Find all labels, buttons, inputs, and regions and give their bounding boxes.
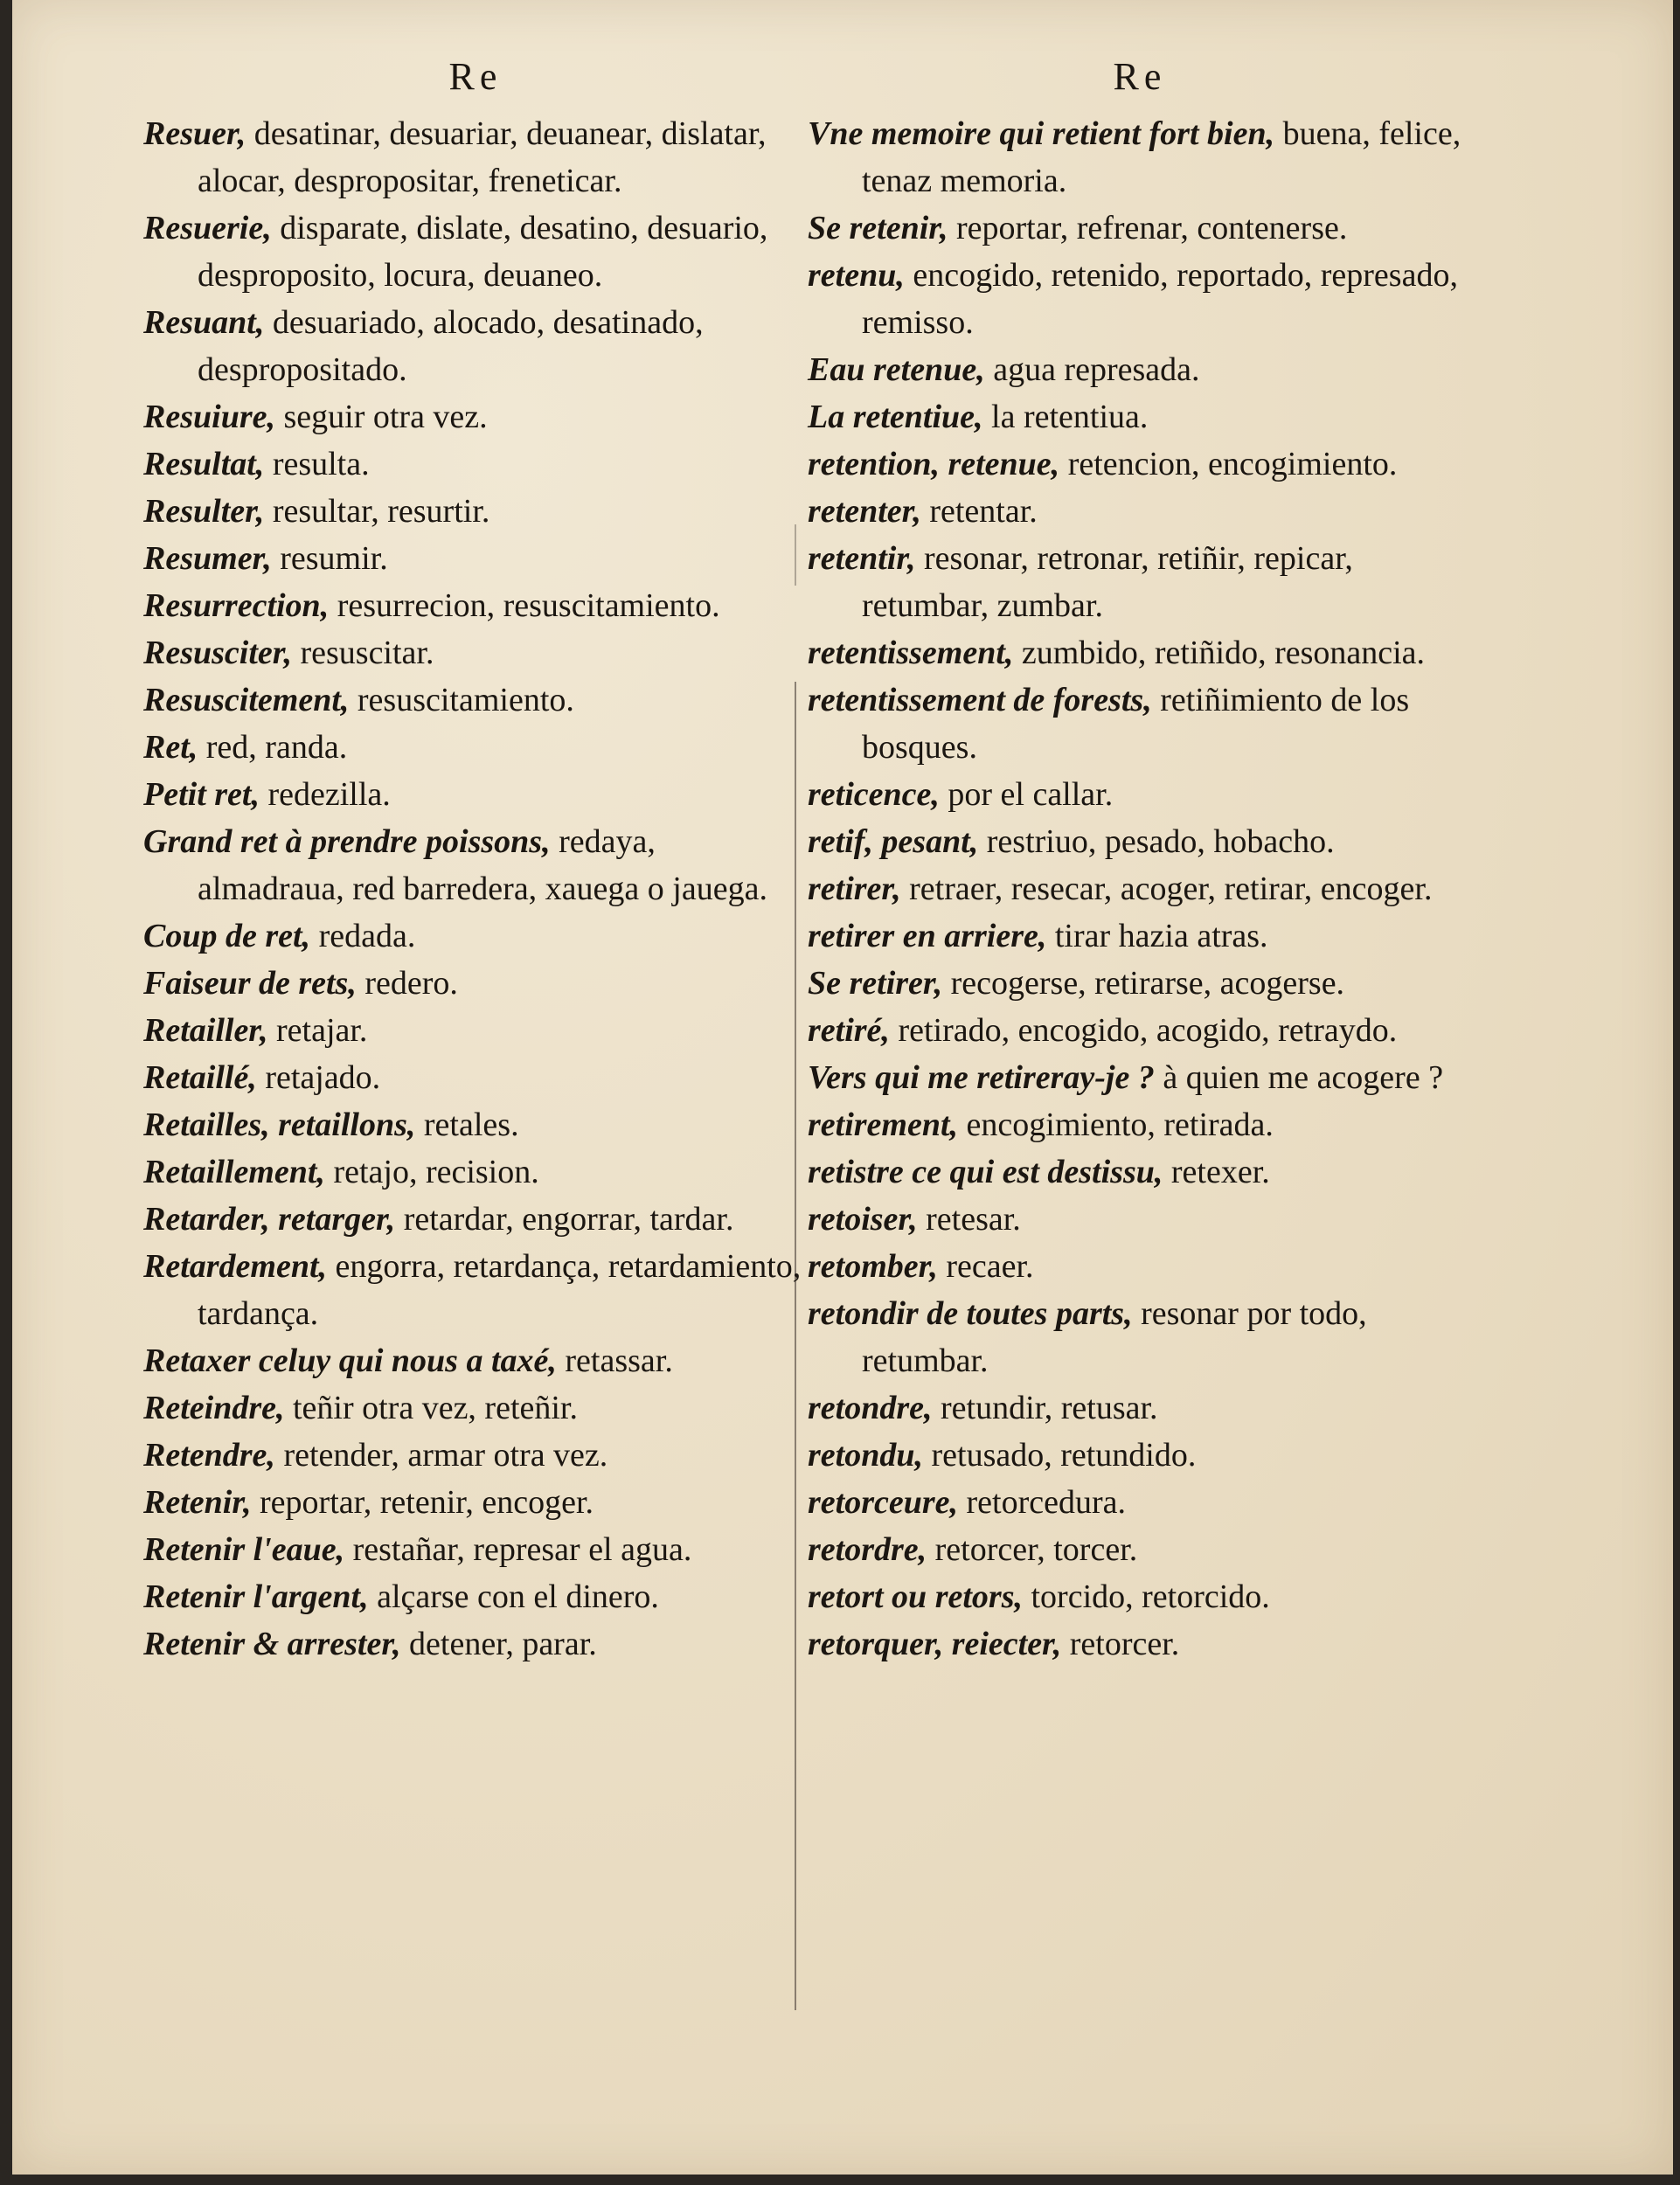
dictionary-entry	[143, 960, 808, 1007]
entry-headword: Ret,	[143, 729, 198, 766]
entry-definition: resuscitamiento.	[349, 682, 574, 718]
entry-headword: Retenir & arrester,	[143, 1626, 401, 1662]
entry-definition: alçarse con el dinero.	[368, 1578, 659, 1615]
entry-headword: Reteindre,	[143, 1390, 285, 1426]
entry-definition: redaya, almadraua, red barredera, xauega o jauega.	[198, 823, 767, 907]
entry-headword: retoiser,	[808, 1201, 918, 1238]
entry-headword: Resuant,	[143, 304, 265, 341]
entry-definition: torcido, retorcido.	[1022, 1578, 1270, 1615]
entry-definition: retorcer, torcer.	[927, 1531, 1138, 1568]
entry-headword: Resurrection,	[143, 587, 330, 624]
entry-headword: Se retenir,	[808, 210, 948, 246]
entry-headword: retif, pesant,	[808, 823, 979, 860]
entry-definition: retajado.	[256, 1059, 381, 1096]
dictionary-entry	[143, 205, 808, 299]
dictionary-entry	[143, 1573, 808, 1620]
entry-headword: Resusciter,	[143, 635, 292, 671]
entry-definition: retorcer.	[1061, 1626, 1180, 1662]
entry-definition: resultar, resurtir.	[264, 493, 490, 530]
entry-headword: retentir,	[808, 540, 916, 577]
dictionary-entry	[143, 582, 808, 629]
dictionary-entry	[143, 1007, 808, 1054]
entry-headword: Grand ret à prendre poissons,	[143, 823, 551, 860]
entry-definition: encogido, retenido, reportado, represado, remisso.	[862, 257, 1458, 341]
dictionary-entry	[143, 1101, 808, 1148]
dictionary-entry	[808, 771, 1472, 818]
entry-definition: agua represada.	[984, 351, 1200, 388]
entry-headword: Retarder, retarger,	[143, 1201, 396, 1238]
dictionary-entry	[143, 1526, 808, 1573]
entry-definition: recaer.	[937, 1248, 1034, 1285]
entry-headword: retirement,	[808, 1106, 959, 1143]
entry-headword: retondu,	[808, 1437, 923, 1474]
entry-definition: redero.	[356, 965, 458, 1002]
dictionary-entry	[143, 724, 808, 771]
dictionary-entry	[808, 818, 1472, 865]
entry-definition: resonar por todo, retumbar.	[862, 1295, 1367, 1379]
entry-headword: retistre ce qui est destissu,	[808, 1154, 1163, 1190]
right-column	[808, 54, 1472, 1668]
entry-headword: retentissement,	[808, 635, 1014, 671]
dictionary-entry	[808, 346, 1472, 393]
entry-definition: resuscitar.	[291, 635, 434, 671]
entry-headword: Resuerie,	[143, 210, 272, 246]
entry-headword: retention, retenue,	[808, 446, 1060, 482]
entry-headword: Se retirer,	[808, 965, 943, 1002]
entry-headword: Retardement,	[143, 1248, 328, 1285]
dictionary-entry	[808, 1526, 1472, 1573]
dictionary-entry	[143, 1148, 808, 1196]
entry-headword: retirer,	[808, 871, 901, 907]
entry-headword: retomber,	[808, 1248, 938, 1285]
entry-headword: La retentiue,	[808, 399, 983, 435]
entry-headword: Retenir,	[143, 1484, 252, 1521]
dictionary-entry	[808, 1620, 1472, 1668]
dictionary-entry	[143, 676, 808, 724]
entry-headword: retondir de toutes parts,	[808, 1295, 1133, 1332]
entry-definition: retencion, encogimiento.	[1059, 446, 1398, 482]
entry-definition: zumbido, retiñido, resonancia.	[1013, 635, 1426, 671]
dictionary-entry	[143, 1620, 808, 1668]
entry-headword: retondre,	[808, 1390, 933, 1426]
entry-definition: restriuo, pesado, hobacho.	[978, 823, 1335, 860]
entry-definition: retexer.	[1163, 1154, 1270, 1190]
dictionary-entry	[808, 1290, 1472, 1384]
dictionary-entry	[143, 1337, 808, 1384]
dictionary-entry	[808, 1384, 1472, 1432]
dictionary-entry	[808, 960, 1472, 1007]
dictionary-entry	[808, 535, 1472, 629]
entry-headword: Resulter,	[143, 493, 265, 530]
entry-headword: Vne memoire qui retient fort bien,	[808, 115, 1275, 152]
dictionary-entry	[808, 1479, 1472, 1526]
dictionary-entry	[143, 299, 808, 393]
entry-definition: seguir otra vez.	[274, 399, 488, 435]
dictionary-entry	[143, 1479, 808, 1526]
entry-definition: retirado, encogido, acogido, retraydo.	[889, 1012, 1398, 1049]
entry-headword: Retenir l'eaue,	[143, 1531, 345, 1568]
dictionary-entry	[808, 1432, 1472, 1479]
entry-definition: disparate, dislate, desatino, desuario, desproposito, locura, deuaneo.	[198, 210, 768, 294]
dictionary-entry	[143, 1384, 808, 1432]
dictionary-entry	[808, 488, 1472, 535]
dictionary-entry	[143, 629, 808, 676]
entry-headword: Retaillé,	[143, 1059, 257, 1096]
entry-definition: teñir otra vez, reteñir.	[284, 1390, 578, 1426]
dictionary-entry	[808, 1054, 1472, 1101]
right-entries	[808, 110, 1472, 1668]
dictionary-entry	[808, 1243, 1472, 1290]
entry-headword: retiré,	[808, 1012, 890, 1049]
entry-definition: retassar.	[556, 1342, 673, 1379]
entry-definition: reportar, refrenar, contenerse.	[948, 210, 1348, 246]
entry-definition: la retentiua.	[982, 399, 1149, 435]
entry-definition: retraer, resecar, acoger, retirar, encoger.	[900, 871, 1433, 907]
dictionary-entry	[143, 488, 808, 535]
entry-definition: desatinar, desuariar, deuanear, dislatar, alocar, despropositar, freneticar.	[198, 115, 767, 199]
entry-headword: retenu,	[808, 257, 905, 294]
entry-headword: Resuer,	[143, 115, 246, 152]
dictionary-entry	[143, 771, 808, 818]
dictionary-entry	[143, 1196, 808, 1243]
entry-headword: Faiseur de rets,	[143, 965, 357, 1002]
dictionary-entry	[808, 252, 1472, 346]
dictionary-entry	[143, 535, 808, 582]
entry-headword: retentissement de forests,	[808, 682, 1152, 718]
dictionary-entry	[808, 912, 1472, 960]
entry-headword: retenter,	[808, 493, 921, 530]
dictionary-entry	[143, 110, 808, 205]
dictionary-entry	[808, 1148, 1472, 1196]
entry-definition: redezilla.	[259, 776, 391, 813]
entry-headword: Resuiure,	[143, 399, 275, 435]
dictionary-entry	[808, 1196, 1472, 1243]
dictionary-entry	[808, 110, 1472, 205]
entry-definition: retusado, retundido.	[922, 1437, 1197, 1474]
entry-headword: Retendre,	[143, 1437, 275, 1474]
entry-definition: retentar.	[920, 493, 1038, 530]
entry-headword: retorquer, reiecter,	[808, 1626, 1062, 1662]
entry-definition: retundir, retusar.	[932, 1390, 1158, 1426]
entry-headword: Coup de ret,	[143, 918, 311, 954]
entry-definition: retender, armar otra vez.	[274, 1437, 608, 1474]
entry-definition: retiñimiento de los bosques.	[862, 682, 1410, 766]
entry-headword: retirer en arriere,	[808, 918, 1047, 954]
entry-definition: restañar, represar el agua.	[344, 1531, 692, 1568]
entry-definition: retesar.	[917, 1201, 1021, 1238]
entry-definition: engorra, retardança, retardamiento, tardança.	[198, 1248, 802, 1332]
dictionary-entry	[808, 1007, 1472, 1054]
entry-headword: Resumer,	[143, 540, 272, 577]
entry-definition: desuariado, alocado, desatinado, despropositado.	[198, 304, 704, 388]
entry-definition: resonar, retronar, retiñir, repicar, retumbar, zumbar.	[862, 540, 1353, 624]
entry-definition: retajo, recision.	[324, 1154, 539, 1190]
dictionary-entry	[808, 205, 1472, 252]
entry-definition: redada.	[310, 918, 416, 954]
entry-definition: tirar hazia atras.	[1046, 918, 1268, 954]
dictionary-entry	[143, 1243, 808, 1337]
entry-headword: Vers qui me retireray-je ?	[808, 1059, 1155, 1096]
entry-headword: retort ou retors,	[808, 1578, 1023, 1615]
entry-headword: Retailler,	[143, 1012, 268, 1049]
entry-definition: recogerse, retirarse, acogerse.	[942, 965, 1345, 1002]
entry-headword: reticence,	[808, 776, 940, 813]
entry-headword: retordre,	[808, 1531, 927, 1568]
entry-definition: resulta.	[264, 446, 370, 482]
dictionary-entry	[808, 676, 1472, 771]
entry-headword: Resuscitement,	[143, 682, 350, 718]
entry-headword: Resultat,	[143, 446, 265, 482]
dictionary-entry	[143, 818, 808, 912]
entry-definition: red, randa.	[198, 729, 348, 766]
dictionary-entry	[143, 1054, 808, 1101]
left-column	[143, 54, 808, 1668]
dictionary-entry	[143, 912, 808, 960]
entry-definition: retorcedura.	[958, 1484, 1127, 1521]
dictionary-entry	[143, 393, 808, 440]
entry-headword: Retailles, retaillons,	[143, 1106, 416, 1143]
entry-definition: buena, felice, tenaz memoria.	[862, 115, 1461, 199]
entry-definition: resurrecion, resuscitamiento.	[329, 587, 720, 624]
dictionary-page	[12, 0, 1673, 2175]
entry-definition: retardar, engorrar, tardar.	[395, 1201, 734, 1238]
entry-definition: retales.	[415, 1106, 519, 1143]
entry-headword: Retaillement,	[143, 1154, 325, 1190]
entry-definition: retajar.	[267, 1012, 368, 1049]
left-running-head: Re	[448, 55, 503, 98]
dictionary-entry	[808, 393, 1472, 440]
left-entries	[143, 110, 808, 1668]
entry-definition: à quien me acogere ?	[1154, 1059, 1444, 1096]
dictionary-entry	[143, 1432, 808, 1479]
entry-definition: resumir.	[271, 540, 388, 577]
dictionary-entry	[808, 865, 1472, 912]
dictionary-entry	[808, 629, 1472, 676]
entry-definition: reportar, retenir, encoger.	[251, 1484, 594, 1521]
entry-headword: Retaxer celuy qui nous a taxé,	[143, 1342, 557, 1379]
dictionary-entry	[143, 440, 808, 488]
entry-headword: retorceure,	[808, 1484, 959, 1521]
dictionary-entry	[808, 440, 1472, 488]
entry-headword: Retenir l'argent,	[143, 1578, 369, 1615]
right-running-head: Re	[1113, 55, 1167, 98]
dictionary-entry	[808, 1101, 1472, 1148]
entry-headword: Eau retenue,	[808, 351, 985, 388]
entry-definition: por el callar.	[939, 776, 1114, 813]
entry-headword: Petit ret,	[143, 776, 260, 813]
entry-definition: detener, parar.	[400, 1626, 597, 1662]
dictionary-entry	[808, 1573, 1472, 1620]
entry-definition: encogimiento, retirada.	[958, 1106, 1274, 1143]
